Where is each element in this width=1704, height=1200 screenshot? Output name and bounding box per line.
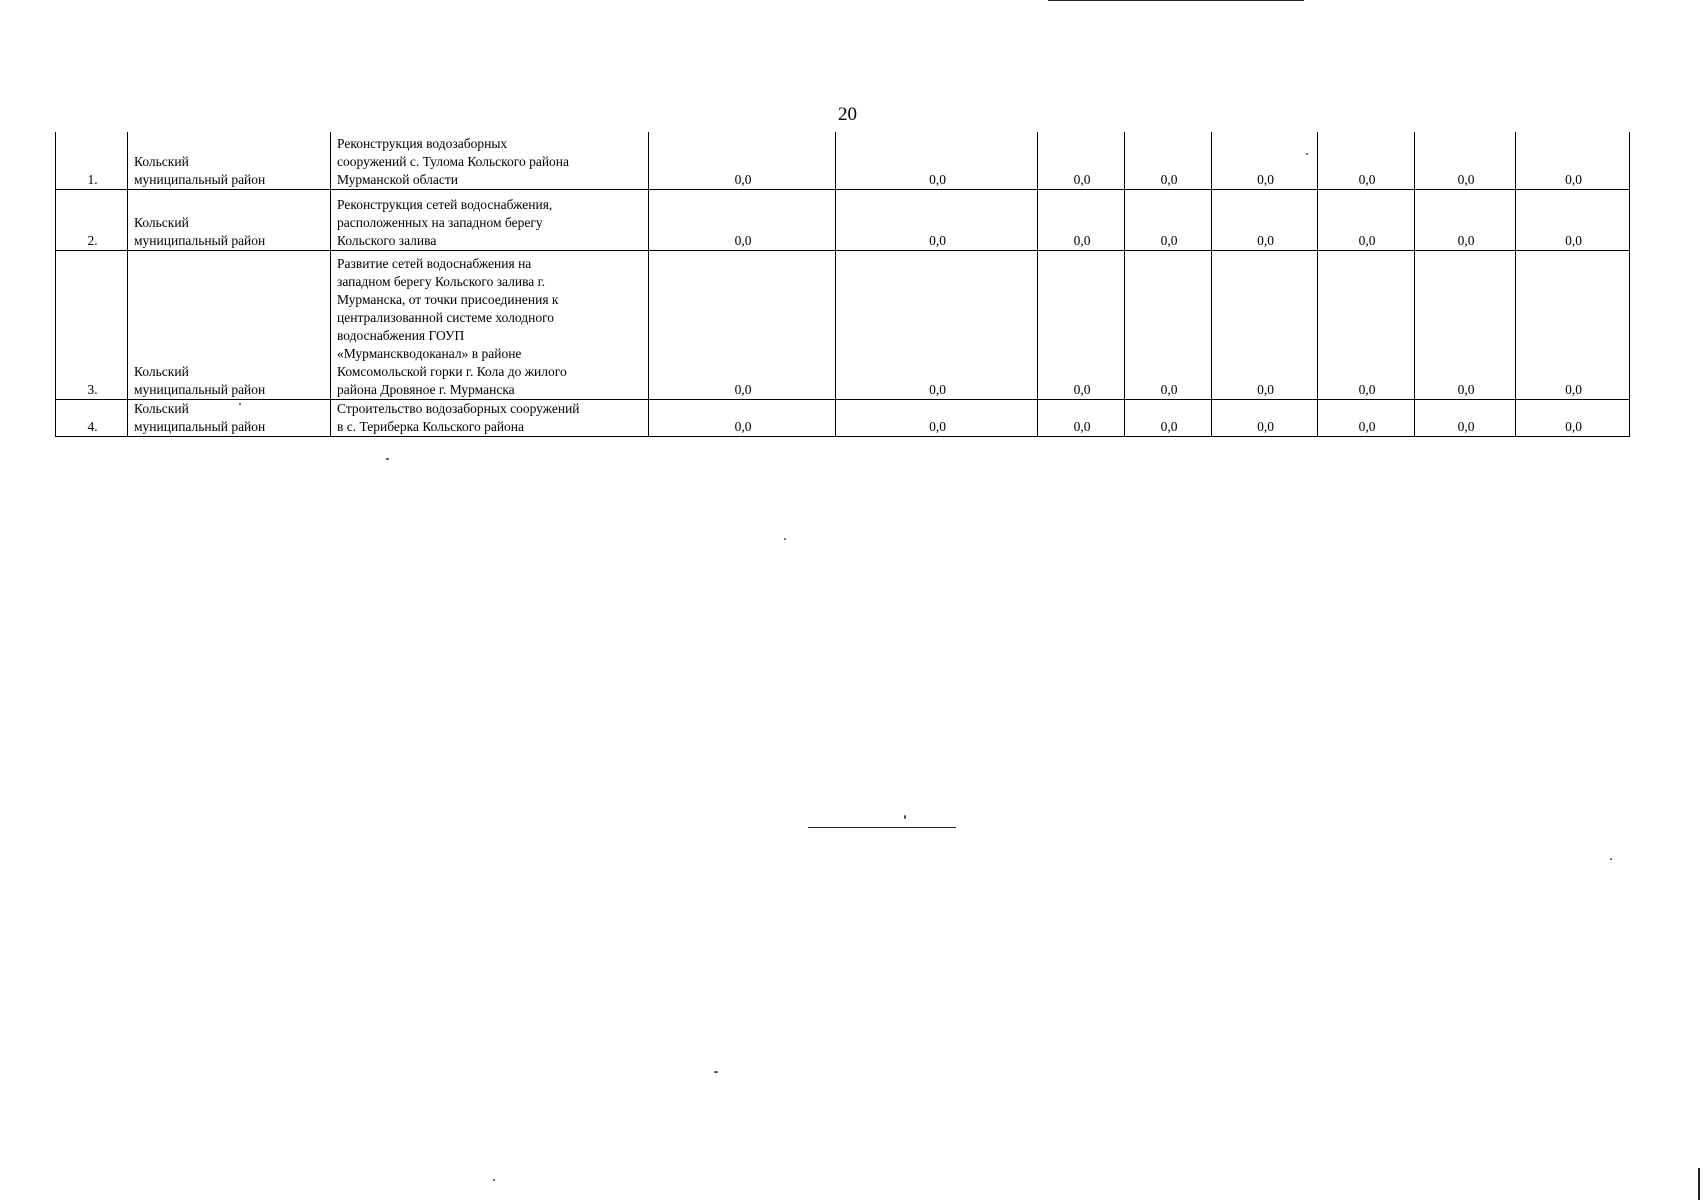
value-cell: 0,0: [1415, 190, 1516, 251]
municipality-cell: [128, 132, 331, 190]
municipality-line: муниципальный район: [134, 172, 266, 187]
value-cell: 0,0: [1038, 190, 1125, 251]
municipality-line: муниципальный район: [134, 382, 266, 397]
description-cell: [331, 251, 649, 400]
page-number: 20: [838, 104, 857, 125]
funding-table: [55, 132, 1630, 437]
municipality-line: муниципальный район: [134, 419, 266, 434]
scan-speck: [904, 815, 906, 819]
description-line: Реконструкция водозаборных: [337, 136, 508, 151]
value-cell: 0,0: [1516, 190, 1630, 251]
value-cell: 0,0: [1318, 132, 1415, 190]
value-cell: 0,0: [1038, 251, 1125, 400]
description-cell: [331, 132, 649, 190]
table-row: [56, 190, 1630, 251]
value-cell: 0,0: [649, 132, 836, 190]
value-cell: 0,0: [836, 132, 1038, 190]
value-cell: 0,0: [1125, 190, 1212, 251]
description-line: Мурманска, от точки присоединения к: [337, 292, 559, 307]
municipality-cell: [128, 190, 331, 251]
value-cell: 0,0: [1125, 251, 1212, 400]
description-line: Развитие сетей водоснабжения на: [337, 256, 532, 271]
description-line: Строительство водозаборных сооружений: [337, 401, 580, 416]
municipality-line: Кольский: [134, 401, 189, 416]
description-line: Мурманской области: [337, 172, 458, 187]
value-cell: 0,0: [836, 190, 1038, 251]
value-cell: 0,0: [649, 251, 836, 400]
description-line: расположенных на западном берегу: [337, 215, 543, 230]
value-cell: 0,0: [1415, 251, 1516, 400]
scan-edge-mark: [1698, 1168, 1700, 1200]
value-cell: 0,0: [1212, 400, 1318, 437]
description-line: западном берегу Кольского залива г.: [337, 274, 546, 289]
table-row: [56, 400, 1630, 437]
value-cell: 0,0: [1516, 400, 1630, 437]
scan-speck: [386, 458, 389, 460]
row-number: 4.: [56, 400, 128, 437]
value-cell: 0,0: [649, 400, 836, 437]
municipality-line: муниципальный район: [134, 233, 266, 248]
municipality-cell: [128, 251, 331, 400]
value-cell: 0,0: [1516, 132, 1630, 190]
row-number: 1.: [56, 132, 128, 190]
scan-speck: [239, 403, 241, 405]
description-line: водоснабжения ГОУП: [337, 328, 465, 343]
value-cell: 0,0: [1212, 190, 1318, 251]
value-cell: 0,0: [649, 190, 836, 251]
table-row: [56, 132, 1630, 190]
value-cell: 0,0: [1038, 400, 1125, 437]
description-line: Комсомольской горки г. Кола до жилого: [337, 364, 567, 379]
description-line: Реконструкция сетей водоснабжения,: [337, 197, 553, 212]
value-cell: 0,0: [836, 400, 1038, 437]
description-line: централизованной системе холодного: [337, 310, 555, 325]
top-rule: [1048, 0, 1304, 1]
municipality-cell: [128, 400, 331, 437]
row-number: 3.: [56, 251, 128, 400]
description-line: района Дровяное г. Мурманска: [337, 382, 515, 397]
value-cell: 0,0: [1415, 132, 1516, 190]
table-row: [56, 251, 1630, 400]
description-line: в с. Териберка Кольского района: [337, 419, 525, 434]
value-cell: 0,0: [1318, 251, 1415, 400]
scan-speck: [1610, 858, 1612, 860]
value-cell: 0,0: [1212, 251, 1318, 400]
municipality-line: Кольский: [134, 215, 189, 230]
row-number: 2.: [56, 190, 128, 251]
value-cell: 0,0: [1038, 132, 1125, 190]
scan-speck: [714, 1071, 718, 1073]
scan-speck: [1306, 153, 1308, 155]
description-line: «Мурманскводоканал» в районе: [337, 346, 522, 361]
value-cell: 0,0: [1415, 400, 1516, 437]
description-cell: [331, 400, 649, 437]
scan-speck: [784, 538, 786, 540]
municipality-line: Кольский: [134, 364, 189, 379]
table-body: [56, 132, 1630, 437]
value-cell: 0,0: [836, 251, 1038, 400]
municipality-line: Кольский: [134, 154, 189, 169]
description-line: сооружений с. Тулома Кольского района: [337, 154, 570, 169]
closing-rule: [808, 827, 956, 828]
value-cell: 0,0: [1125, 400, 1212, 437]
description-line: Кольского залива: [337, 233, 437, 248]
value-cell: 0,0: [1318, 190, 1415, 251]
scan-speck: [493, 1179, 495, 1181]
value-cell: 0,0: [1212, 132, 1318, 190]
value-cell: 0,0: [1318, 400, 1415, 437]
value-cell: 0,0: [1516, 251, 1630, 400]
value-cell: 0,0: [1125, 132, 1212, 190]
description-cell: [331, 190, 649, 251]
